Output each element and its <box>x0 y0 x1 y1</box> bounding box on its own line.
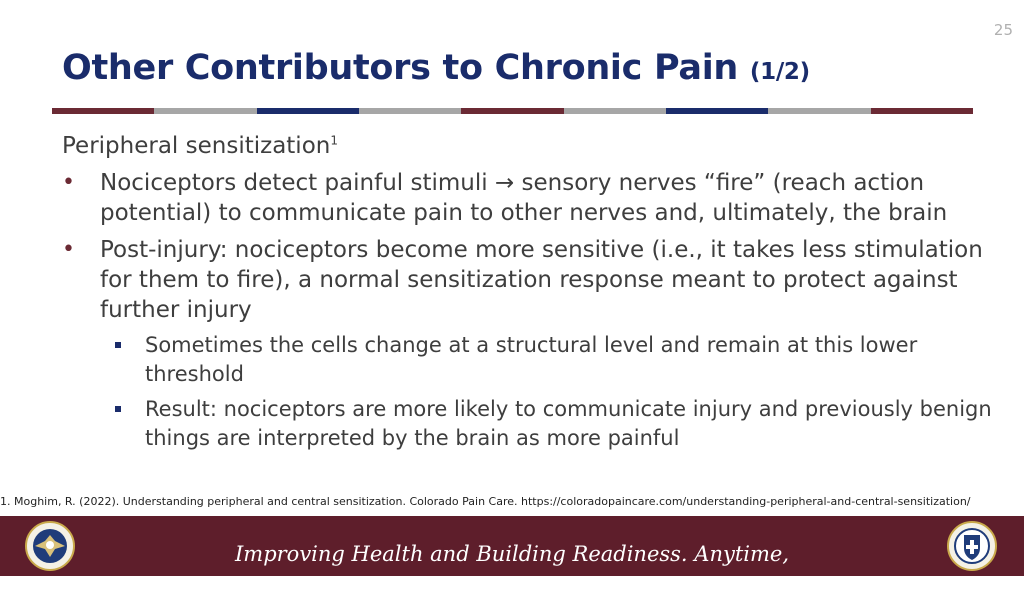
bullet-text: Nociceptors detect painful stimuli → sensory nerves “fire” (reach action potential) to communicate pain to other nerves and, ultimately, the brain <box>100 170 948 226</box>
bullet-dot-icon: • <box>62 237 75 262</box>
bullet-dot-icon: • <box>62 170 75 195</box>
bullet-list <box>62 168 992 453</box>
bullet-item <box>62 168 992 228</box>
bullet-item <box>62 235 992 453</box>
divider-segment <box>154 108 256 114</box>
section-heading <box>62 130 992 162</box>
sub-bullet-item <box>100 395 992 453</box>
divider-segment <box>257 108 359 114</box>
sub-bullet-item <box>100 331 992 389</box>
slide-title-text: Other Contributors to Chronic Pain <box>62 48 739 88</box>
sub-bullet-text: Result: nociceptors are more likely to communicate injury and previously benign things are interpreted by the brain as more painful <box>145 397 992 450</box>
divider-segment <box>768 108 870 114</box>
divider-segment <box>564 108 666 114</box>
divider-segment <box>461 108 563 114</box>
footer-tagline <box>0 537 1024 605</box>
defense-health-agency-seal-icon <box>947 521 997 571</box>
bullet-text: Post-injury: nociceptors become more sensitive (i.e., it takes less stimulation for them to fire), a normal sensitization response meant to protect against further injury <box>100 237 983 323</box>
square-bullet-icon <box>115 342 121 348</box>
square-bullet-icon <box>115 406 121 412</box>
sub-bullet-list <box>100 331 992 453</box>
divider-segment <box>359 108 461 114</box>
slide-title-suffix: (1/2) <box>749 59 810 85</box>
slide-number: 25 <box>993 21 1013 39</box>
section-heading-text: Peripheral sensitization <box>62 133 331 159</box>
tagline-line-1: Improving Health and Building Readiness. Anytime, <box>234 542 790 566</box>
divider-segment <box>52 108 154 114</box>
sub-bullet-text: Sometimes the cells change at a structural level and remain at this lower threshold <box>145 333 918 386</box>
title-divider <box>52 108 973 114</box>
slide-body <box>62 130 992 460</box>
footer-bar <box>0 516 1024 600</box>
divider-segment <box>666 108 768 114</box>
footnote-marker: 1 <box>330 133 338 148</box>
tagline-line-2: Anywhere — Always <box>403 576 621 600</box>
slide-title <box>62 48 810 88</box>
footnote-citation: 1. Moghim, R. (2022). Understanding peripheral and central sensitization. Colorado Pain Care. https://coloradopaincare.com/understanding-peripheral-and-central-sensitization/ <box>0 495 971 508</box>
divider-segment <box>871 108 973 114</box>
